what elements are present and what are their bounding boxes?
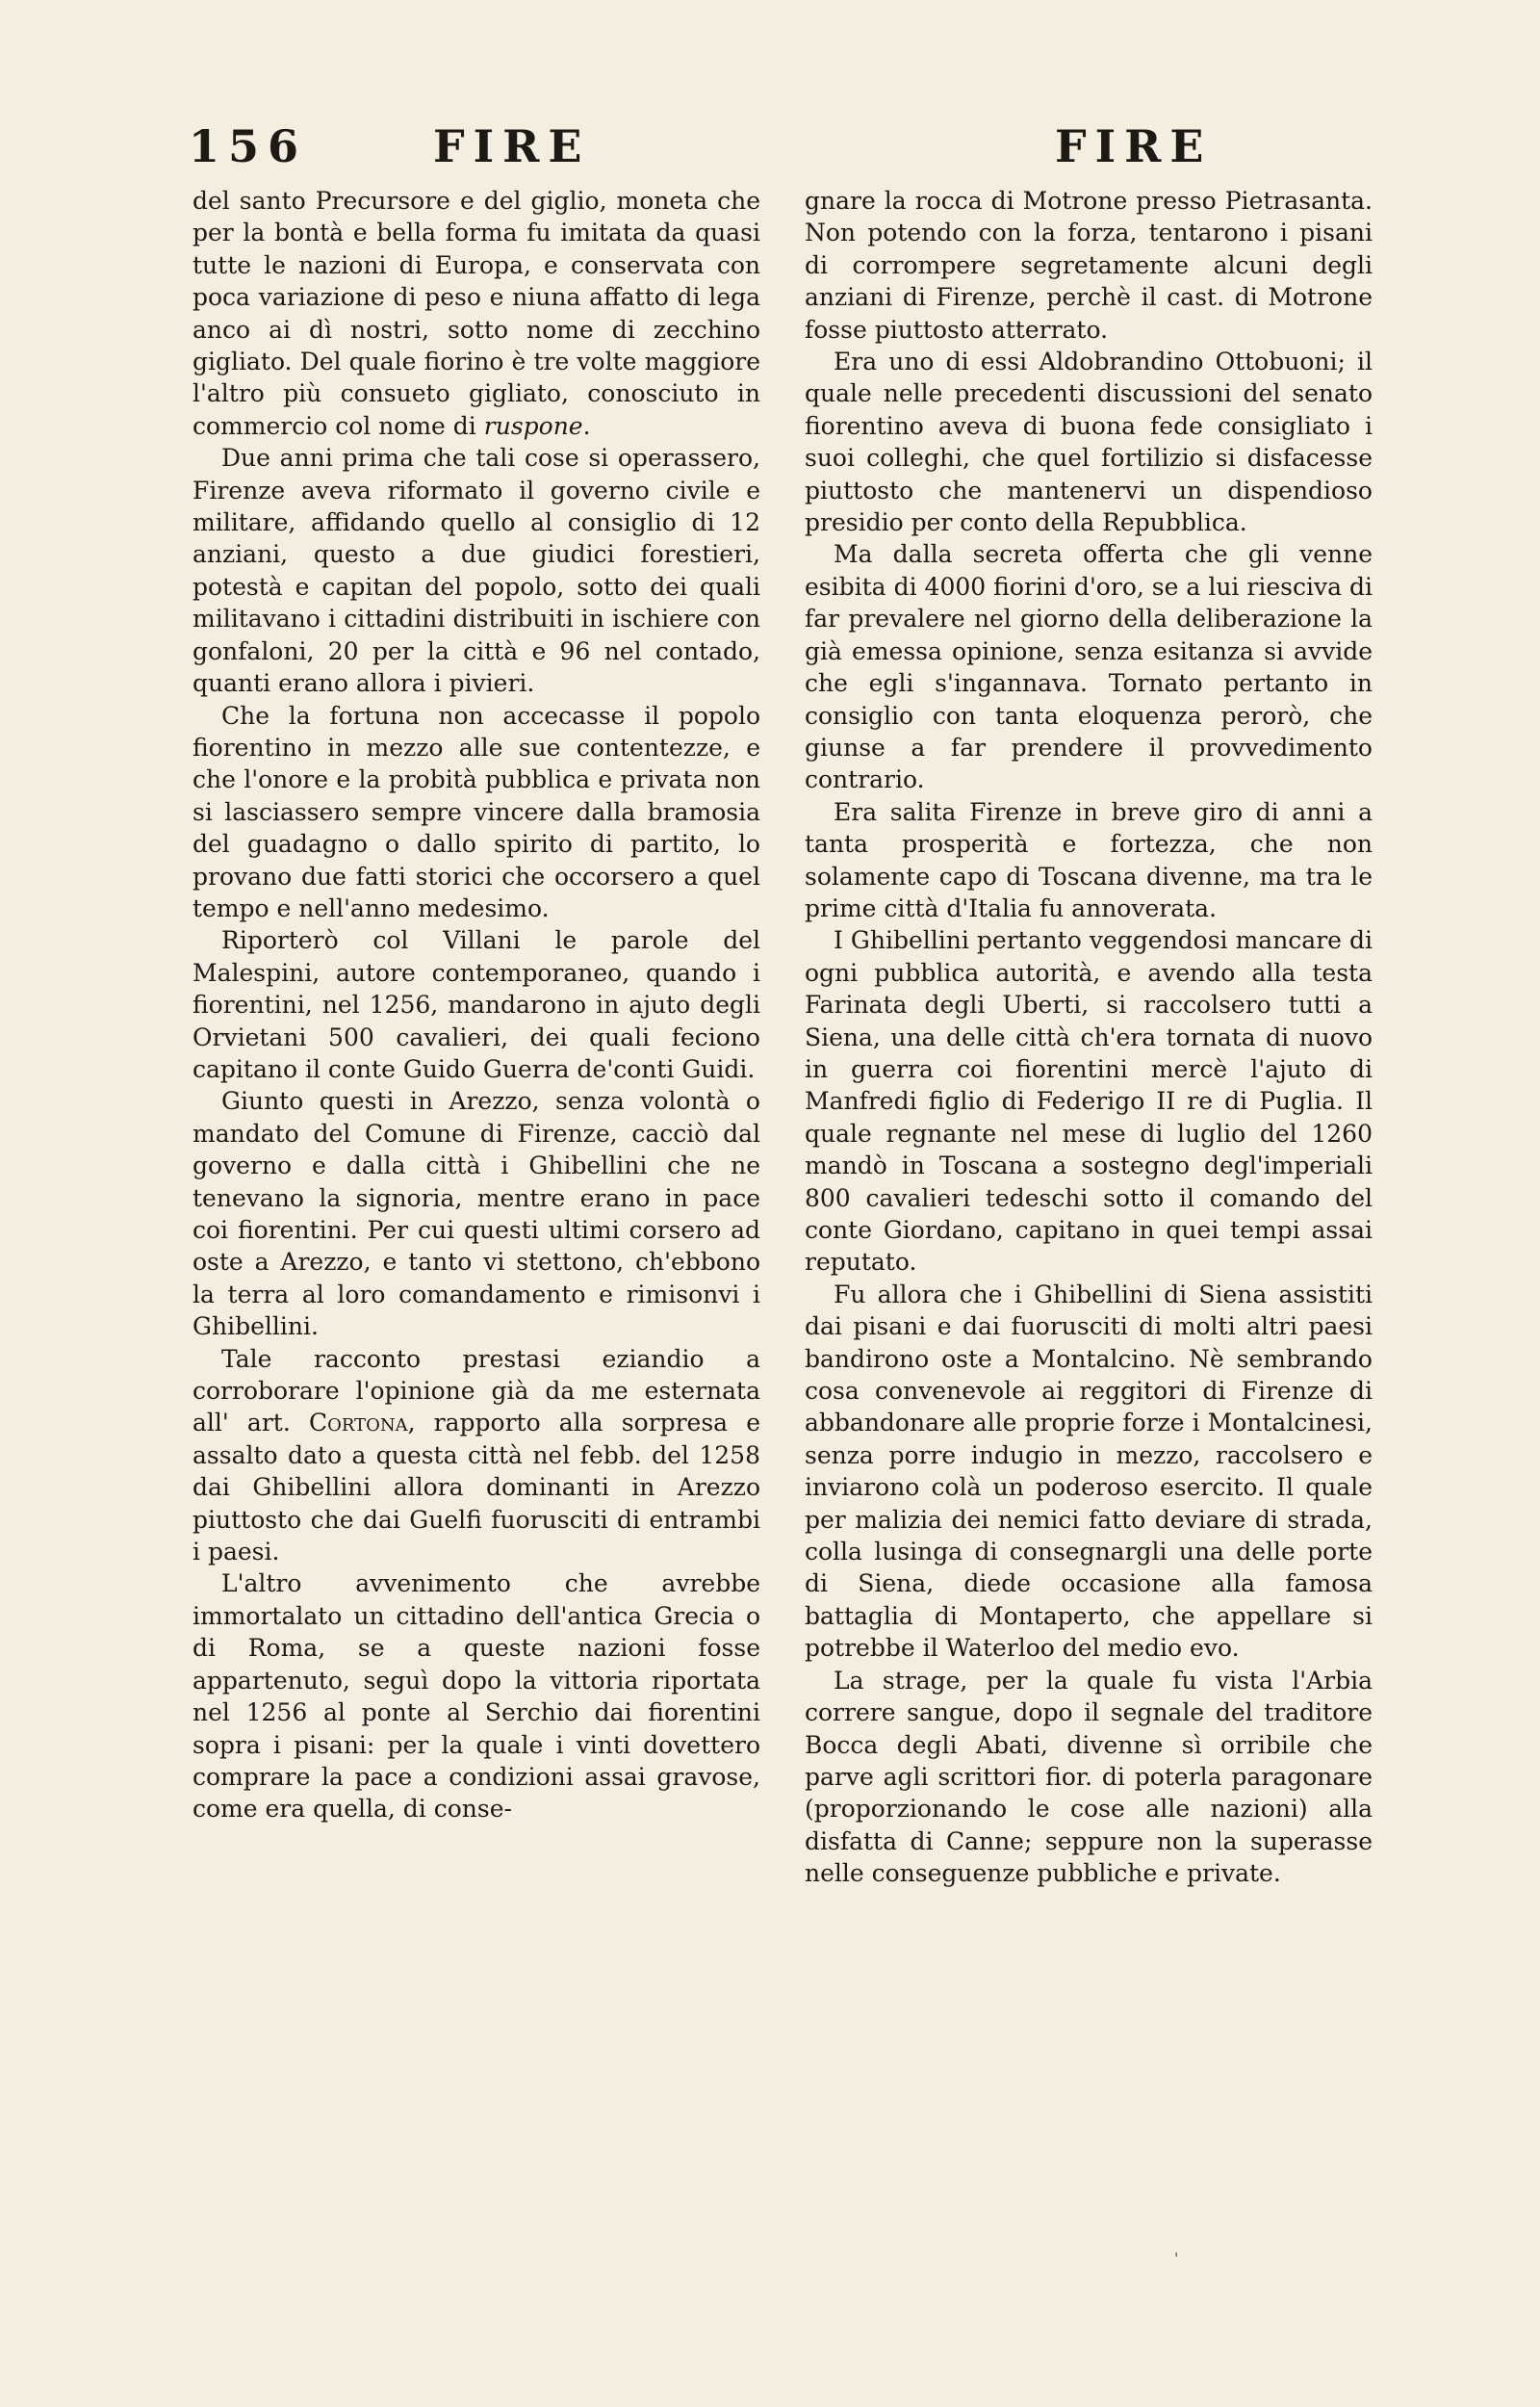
paragraph: Che la fortuna non accecasse il popolo fiorentino in mezzo alle sue contentezze, e che l'onore e la probità pubblica e privata non si lasciassero sempre vincere dalla bramosia del guadagno o dallo spirito di partito, lo provano due fatti storici che occorsero a quel tempo e nell'anno medesimo. <box>192 701 760 922</box>
paragraph-text: , rapporto alla sorpresa e assalto dato a questa città nel febb. del 1258 dai Ghibellini allora dominanti in Arezzo piuttosto che dai Guelfi fuorusciti di entrambi i paesi. <box>192 1409 760 1566</box>
left-column <box>192 185 760 1825</box>
italic-term: ruspone <box>483 411 583 440</box>
paragraph: gnare la rocca di Motrone presso Pietrasanta. Non potendo con la forza, tentarono i pisani di corrompere segretamente alcuni degli anziani di Firenze, perchè il cast. di Motrone fosse piuttosto atterrato. <box>805 187 1373 344</box>
paragraph: Riporterò col Villani le parole del Malespini, autore contemporaneo, quando i fiorentini, nel 1256, mandarono in ajuto degli Orvietani 500 cavalieri, dei quali feciono capitano il conte Guido Guerra de'conti Guidi. <box>192 926 760 1083</box>
right-column <box>805 185 1373 1890</box>
cross-reference: Cortona <box>308 1409 408 1437</box>
right-running-head: FIRE <box>1055 120 1213 172</box>
paragraph: Due anni prima che tali cose si operassero, Firenze aveva riformato il governo civile e militare, affidando quello al consiglio di 12 anziani, questo a due giudici forestieri, potestà e capitan del popolo, sotto dei quali militavano i cittadini distribuiti in ischiere con gonfaloni, 20 per la città e 96 nel contado, quanti erano allora i pivieri. <box>192 444 760 698</box>
paragraph-text: Tale racconto prestasi eziandio a corroborare l'opinione già da me esternata all' art. <box>192 1344 760 1437</box>
page-number: 156 <box>189 120 308 172</box>
paragraph: La strage, per la quale fu vista l'Arbia correre sangue, dopo il segnale del traditore Bocca degli Abati, divenne sì orribile che parve agli scrittori fior. di poterla paragonare (proporzionando le cose alle nazioni) alla disfatta di Canne; seppure non la superasse nelle conseguenze pubbliche e private. <box>805 1666 1373 1888</box>
paragraph-text: del santo Precursore e del giglio, moneta che per la bontà e bella forma fu imitata da quasi tutte le nazioni di Europa, e conservata con poca variazione di peso e niuna affatto di lega anco ai dì nostri, sotto nome di zecchino gigliato. Del quale fiorino è tre volte maggiore l'altro più consueto gigliato, conosciuto in commercio col nome di <box>192 187 760 440</box>
paragraph: Fu allora che i Ghibellini di Siena assistiti dai pisani e dai fuorusciti di molti altri paesi bandirono oste a Montalcino. Nè sembrando cosa convenevole ai reggitori di Firenze di abbandonare alle proprie forze i Montalcinesi, senza porre indugio in mezzo, raccolsero e inviarono colà un poderoso esercito. Il quale per malizia dei nemici fatto deviare di strada, colla lusinga di consegnargli una delle porte di Siena, diede occasione alla famosa battaglia di Montaperto, che appellare si potrebbe il Waterloo del medio evo. <box>805 1280 1373 1663</box>
paragraph: L'altro avvenimento che avrebbe immortalato un cittadino dell'antica Grecia o di Roma, se a queste nazioni fosse appartenuto, seguì dopo la vittoria riportata nel 1256 al ponte al Serchio dai fiorentini sopra i pisani: per la quale i vinti dovettero comprare la pace a condizioni assai gravose, come era quella, di conse- <box>192 1569 760 1824</box>
paragraph <box>192 1343 760 1568</box>
paragraph: Ma dalla secreta offerta che gli venne esibita di 4000 fiorini d'oro, se a lui riesciva di far prevalere nel giorno della deliberazione la già emessa opinione, senza esitanza si avvide che egli s'ingannava. Tornato pertanto in consiglio con tanta eloquenza perorò, che giunse a far prendere il provvedimento contrario. <box>805 540 1373 794</box>
printer-mark: ' <box>1174 2249 1179 2267</box>
paragraph: Giunto questi in Arezzo, senza volontà o mandato del Comune di Firenze, cacciò dal governo e dalla città i Ghibellini che ne tenevano la signoria, mentre erano in pace coi fiorentini. Per cui questi ultimi corsero ad oste a Arezzo, e tanto vi stettono, ch'ebbono la terra al loro comandamento e rimisonvi i Ghibellini. <box>192 1087 760 1341</box>
left-running-head: FIRE <box>433 120 591 172</box>
paragraph: Era salita Firenze in breve giro di anni a tanta prosperità e fortezza, che non solamente capo di Toscana divenne, ma tra le prime città d'Italia fu annoverata. <box>805 797 1373 922</box>
paragraph: Era uno di essi Aldobrandino Ottobuoni; il quale nelle precedenti discussioni del senato fiorentino aveva di buona fede consigliato i suoi colleghi, che quel fortilizio si disfacesse piuttosto che mantenervi un dispendioso presidio per conto della Repubblica. <box>805 348 1373 537</box>
paragraph: del santo Precursore e del giglio, moneta che per la bontà e bella forma fu imitata da quasi tutte le nazioni di Europa, e conservata con poca variazione di peso e niuna affatto di lega anco ai dì nostri, sotto nome di zecchino gigliato. Del quale fiorino è tre volte maggiore l'altro più consueto gigliato, conosciuto in commercio col nome di ruspone. <box>192 187 760 440</box>
paragraph: I Ghibellini pertanto veggendosi mancare di ogni pubblica autorità, e avendo alla testa Farinata degli Uberti, si raccolsero tutti a Siena, una delle città ch'era tornata di nuovo in guerra coi fiorentini mercè l'ajuto di Manfredi figlio di Federigo II re di Puglia. Il quale regnante nel mese di luglio del 1260 mandò in Toscana a sostegno degl'imperiali 800 cavalieri tedeschi sotto il comando del conte Giordano, capitano in quei tempi assai reputato. <box>805 926 1373 1277</box>
